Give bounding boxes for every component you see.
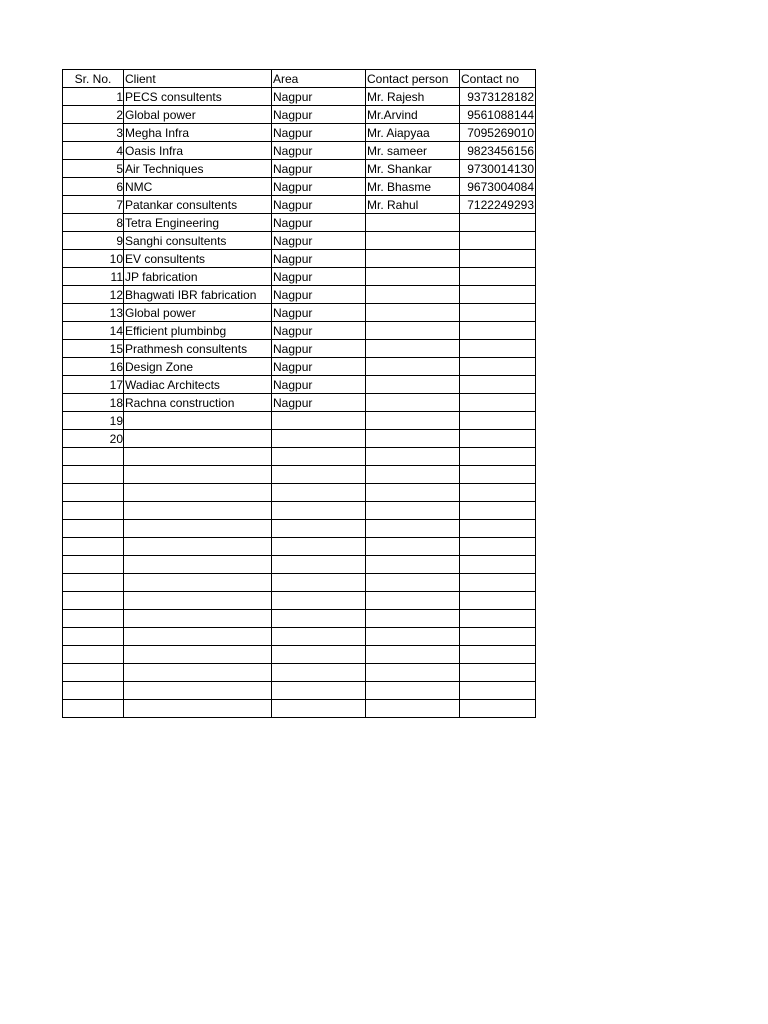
cell-client[interactable]: Rachna construction [124,394,272,412]
cell-contact-person[interactable] [366,628,460,646]
cell-contact-person[interactable]: Mr.Arvind [366,106,460,124]
header-contact-person: Contact person [366,70,460,88]
cell-sr-no[interactable]: 11 [63,268,124,286]
table-body [63,88,536,718]
cell-sr-no[interactable] [63,610,124,628]
table-row [63,394,536,412]
cell-contact-person[interactable] [366,268,460,286]
table-row [63,520,536,538]
cell-area[interactable]: Nagpur [272,160,366,178]
table-row [63,700,536,718]
table-row [63,664,536,682]
cell-sr-no[interactable] [63,466,124,484]
cell-client[interactable] [124,646,272,664]
cell-contact-no[interactable] [460,682,536,700]
table-row [63,646,536,664]
cell-contact-no[interactable] [460,700,536,718]
cell-area[interactable] [272,484,366,502]
table-row [63,286,536,304]
cell-sr-no[interactable] [63,538,124,556]
cell-contact-no[interactable] [460,322,536,340]
cell-area[interactable] [272,430,366,448]
header-sr-no: Sr. No. [63,70,124,88]
cell-contact-no[interactable] [460,250,536,268]
cell-area[interactable]: Nagpur [272,232,366,250]
cell-contact-person[interactable] [366,556,460,574]
cell-contact-no[interactable] [460,340,536,358]
cell-client[interactable] [124,538,272,556]
cell-area[interactable] [272,628,366,646]
cell-area[interactable]: Nagpur [272,268,366,286]
cell-contact-no[interactable] [460,592,536,610]
cell-area[interactable]: Nagpur [272,142,366,160]
table-row [63,268,536,286]
cell-sr-no[interactable]: 14 [63,322,124,340]
cell-contact-person[interactable] [366,574,460,592]
cell-area[interactable] [272,466,366,484]
cell-client[interactable] [124,664,272,682]
table-row [63,340,536,358]
cell-area[interactable]: Nagpur [272,106,366,124]
cell-contact-person[interactable] [366,286,460,304]
table-row [63,682,536,700]
cell-client[interactable] [124,574,272,592]
table-row [63,538,536,556]
table-row [63,610,536,628]
cell-contact-no[interactable]: 9373128182 [460,88,536,106]
cell-sr-no[interactable]: 10 [63,250,124,268]
cell-sr-no[interactable] [63,502,124,520]
cell-sr-no[interactable] [63,574,124,592]
cell-contact-no[interactable] [460,664,536,682]
cell-contact-no[interactable] [460,502,536,520]
cell-area[interactable] [272,538,366,556]
cell-contact-person[interactable] [366,376,460,394]
cell-client[interactable]: Bhagwati IBR fabrication [124,286,272,304]
table-row [63,196,536,214]
header-area: Area [272,70,366,88]
table-row [63,106,536,124]
cell-contact-person[interactable] [366,430,460,448]
cell-sr-no[interactable]: 15 [63,340,124,358]
table-row [63,142,536,160]
cell-contact-no[interactable] [460,394,536,412]
cell-sr-no[interactable] [63,556,124,574]
cell-contact-person[interactable] [366,214,460,232]
table-row [63,88,536,106]
table-row [63,448,536,466]
cell-area[interactable]: Nagpur [272,124,366,142]
table-row [63,160,536,178]
cell-area[interactable] [272,412,366,430]
cell-client[interactable]: Air Techniques [124,160,272,178]
cell-contact-no[interactable] [460,268,536,286]
cell-sr-no[interactable]: 12 [63,286,124,304]
cell-sr-no[interactable] [63,592,124,610]
table-row [63,430,536,448]
table-row [63,250,536,268]
table-row [63,556,536,574]
cell-sr-no[interactable]: 8 [63,214,124,232]
cell-sr-no[interactable] [63,682,124,700]
cell-contact-person[interactable] [366,466,460,484]
cell-sr-no[interactable]: 13 [63,304,124,322]
cell-client[interactable]: Tetra Engineering [124,214,272,232]
cell-sr-no[interactable]: 1 [63,88,124,106]
cell-sr-no[interactable] [63,484,124,502]
client-contact-table [62,69,536,718]
cell-contact-no[interactable]: 9823456156 [460,142,536,160]
table-row [63,574,536,592]
table-row [63,358,536,376]
cell-contact-person[interactable] [366,484,460,502]
cell-area[interactable] [272,700,366,718]
cell-client[interactable]: JP fabrication [124,268,272,286]
cell-contact-person[interactable] [366,412,460,430]
cell-area[interactable]: Nagpur [272,304,366,322]
cell-sr-no[interactable] [63,700,124,718]
cell-sr-no[interactable] [63,646,124,664]
header-client: Client [124,70,272,88]
cell-contact-no[interactable] [460,466,536,484]
cell-contact-no[interactable] [460,646,536,664]
cell-contact-person[interactable] [366,664,460,682]
table-row [63,232,536,250]
cell-area[interactable]: Nagpur [272,250,366,268]
cell-contact-no[interactable] [460,574,536,592]
cell-contact-no[interactable]: 9730014130 [460,160,536,178]
cell-contact-no[interactable] [460,286,536,304]
cell-client[interactable]: Design Zone [124,358,272,376]
cell-contact-no[interactable] [460,556,536,574]
cell-contact-no[interactable] [460,376,536,394]
cell-area[interactable]: Nagpur [272,196,366,214]
table-row [63,214,536,232]
cell-area[interactable] [272,448,366,466]
cell-client[interactable] [124,430,272,448]
cell-sr-no[interactable]: 9 [63,232,124,250]
cell-contact-no[interactable] [460,430,536,448]
cell-client[interactable] [124,556,272,574]
cell-sr-no[interactable]: 6 [63,178,124,196]
cell-contact-person[interactable] [366,646,460,664]
cell-contact-no[interactable]: 7122249293 [460,196,536,214]
table-row [63,322,536,340]
cell-area[interactable]: Nagpur [272,394,366,412]
cell-area[interactable] [272,592,366,610]
table-row [63,376,536,394]
cell-area[interactable]: Nagpur [272,340,366,358]
cell-sr-no[interactable]: 20 [63,430,124,448]
cell-area[interactable] [272,556,366,574]
cell-contact-person[interactable] [366,610,460,628]
cell-client[interactable]: Oasis Infra [124,142,272,160]
cell-client[interactable] [124,448,272,466]
cell-client[interactable] [124,592,272,610]
cell-area[interactable]: Nagpur [272,178,366,196]
table-row [63,502,536,520]
cell-client[interactable]: Global power [124,106,272,124]
cell-sr-no[interactable]: 18 [63,394,124,412]
cell-contact-no[interactable] [460,610,536,628]
cell-contact-person[interactable] [366,682,460,700]
cell-contact-person[interactable] [366,538,460,556]
cell-client[interactable] [124,412,272,430]
cell-contact-person[interactable] [366,520,460,538]
table-row [63,124,536,142]
cell-client[interactable] [124,466,272,484]
cell-contact-no[interactable]: 7095269010 [460,124,536,142]
cell-contact-no[interactable] [460,448,536,466]
cell-client[interactable] [124,700,272,718]
cell-sr-no[interactable] [63,520,124,538]
cell-contact-person[interactable] [366,700,460,718]
cell-contact-no[interactable] [460,304,536,322]
cell-contact-person[interactable] [366,358,460,376]
table-row [63,304,536,322]
cell-area[interactable] [272,520,366,538]
cell-contact-no[interactable] [460,358,536,376]
cell-client[interactable]: Patankar consultents [124,196,272,214]
cell-client[interactable]: Prathmesh consultents [124,340,272,358]
cell-client[interactable] [124,520,272,538]
cell-contact-no[interactable] [460,484,536,502]
cell-area[interactable] [272,646,366,664]
cell-contact-person[interactable]: Mr. sameer [366,142,460,160]
cell-contact-person[interactable]: Mr. Rahul [366,196,460,214]
cell-contact-person[interactable] [366,250,460,268]
cell-contact-person[interactable]: Mr. Shankar [366,160,460,178]
cell-sr-no[interactable]: 16 [63,358,124,376]
cell-contact-person[interactable] [366,448,460,466]
table-row [63,628,536,646]
cell-contact-no[interactable] [460,232,536,250]
cell-area[interactable] [272,502,366,520]
cell-area[interactable] [272,610,366,628]
cell-client[interactable] [124,610,272,628]
cell-area[interactable]: Nagpur [272,214,366,232]
cell-client[interactable]: Efficient plumbinbg [124,322,272,340]
cell-contact-no[interactable]: 9673004084 [460,178,536,196]
header-row [63,70,536,88]
cell-area[interactable] [272,574,366,592]
cell-sr-no[interactable] [63,448,124,466]
cell-area[interactable]: Nagpur [272,286,366,304]
cell-client[interactable]: Global power [124,304,272,322]
cell-contact-person[interactable] [366,592,460,610]
cell-client[interactable] [124,484,272,502]
cell-area[interactable]: Nagpur [272,322,366,340]
cell-contact-person[interactable] [366,340,460,358]
cell-sr-no[interactable]: 4 [63,142,124,160]
cell-contact-person[interactable] [366,394,460,412]
cell-contact-no[interactable] [460,538,536,556]
cell-contact-no[interactable]: 9561088144 [460,106,536,124]
cell-contact-person[interactable] [366,232,460,250]
cell-client[interactable]: Wadiac Architects [124,376,272,394]
cell-client[interactable]: Sanghi consultents [124,232,272,250]
cell-client[interactable]: Megha Infra [124,124,272,142]
cell-area[interactable] [272,682,366,700]
cell-area[interactable]: Nagpur [272,358,366,376]
table-row [63,592,536,610]
cell-sr-no[interactable]: 17 [63,376,124,394]
cell-contact-person[interactable]: Mr. Rajesh [366,88,460,106]
cell-contact-no[interactable] [460,520,536,538]
cell-sr-no[interactable]: 3 [63,124,124,142]
table-row [63,178,536,196]
cell-client[interactable] [124,502,272,520]
cell-client[interactable]: PECS consultents [124,88,272,106]
table-row [63,484,536,502]
cell-client[interactable]: EV consultents [124,250,272,268]
cell-area[interactable] [272,664,366,682]
cell-client[interactable]: NMC [124,178,272,196]
table-row [63,412,536,430]
cell-client[interactable] [124,628,272,646]
cell-sr-no[interactable]: 2 [63,106,124,124]
table-row [63,466,536,484]
cell-contact-no[interactable] [460,412,536,430]
cell-contact-person[interactable] [366,322,460,340]
cell-contact-person[interactable]: Mr. Aiapyaa [366,124,460,142]
cell-contact-person[interactable] [366,304,460,322]
cell-contact-no[interactable] [460,214,536,232]
cell-contact-person[interactable] [366,502,460,520]
cell-sr-no[interactable]: 7 [63,196,124,214]
cell-area[interactable]: Nagpur [272,376,366,394]
cell-sr-no[interactable] [63,628,124,646]
cell-sr-no[interactable]: 19 [63,412,124,430]
cell-sr-no[interactable]: 5 [63,160,124,178]
cell-sr-no[interactable] [63,664,124,682]
cell-contact-no[interactable] [460,628,536,646]
cell-client[interactable] [124,682,272,700]
cell-area[interactable]: Nagpur [272,88,366,106]
header-contact-no: Contact no [460,70,536,88]
cell-contact-person[interactable]: Mr. Bhasme [366,178,460,196]
